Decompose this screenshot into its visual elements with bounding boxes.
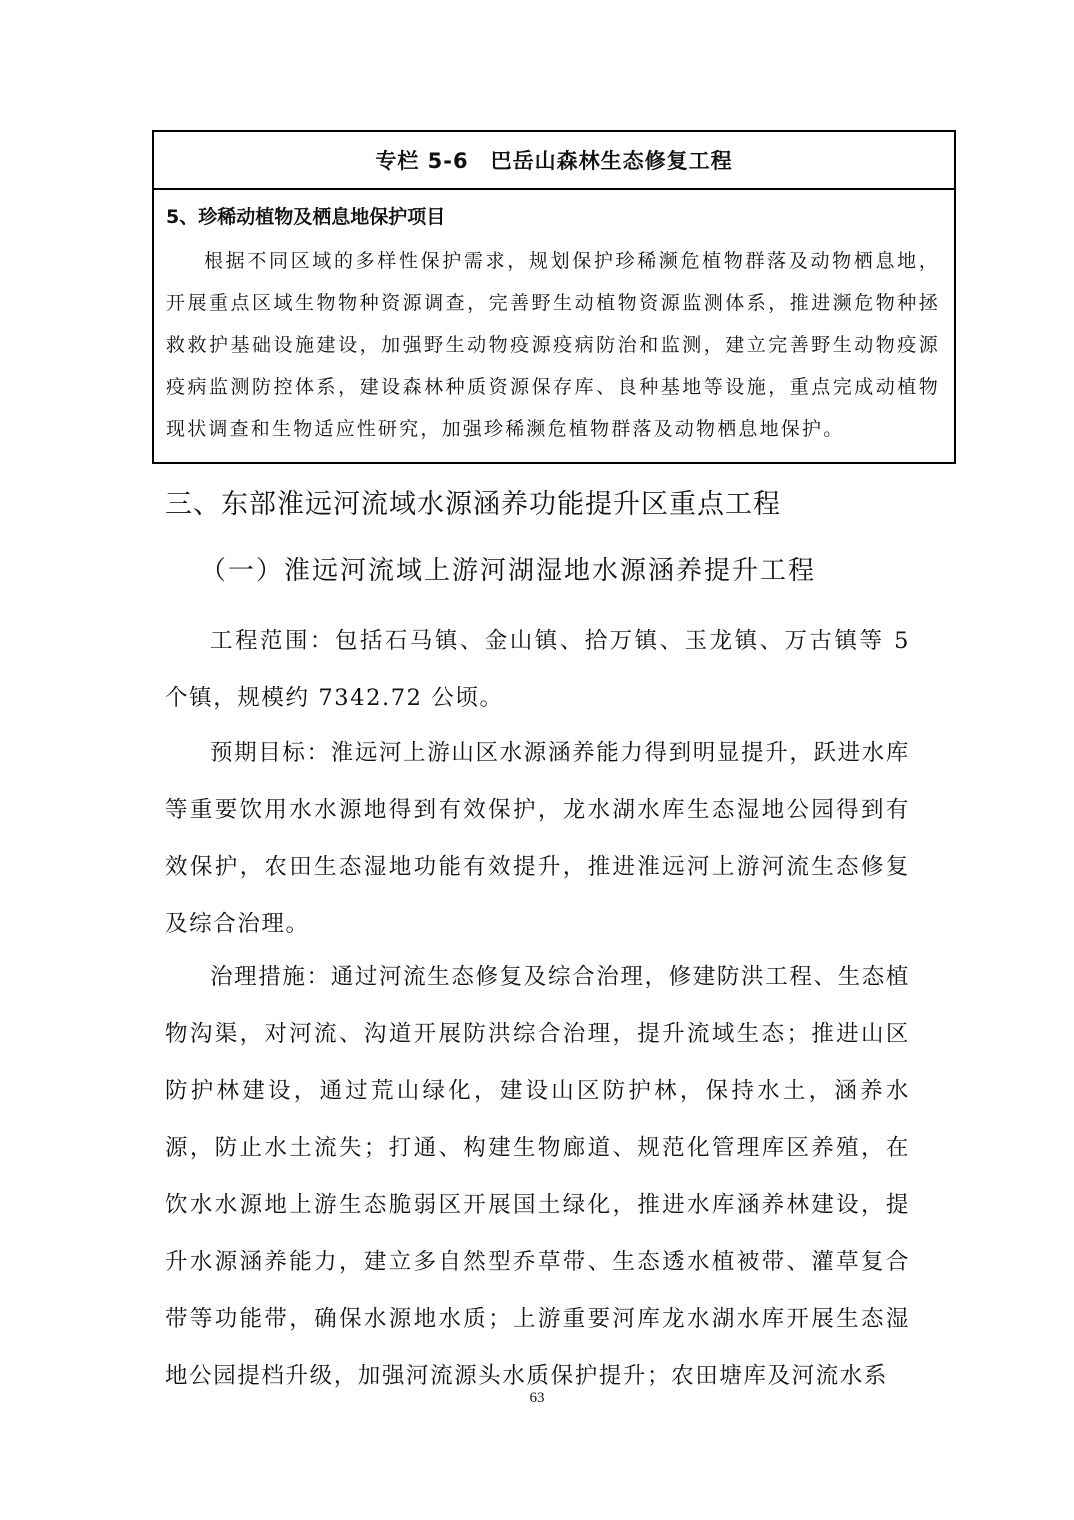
page-number: 63 [529, 1390, 545, 1406]
paragraph-goal: 预期目标：淮远河上游山区水源涵养能力得到明显提升，跃进水库等重要饮用水水源地得到有效保护，龙水湖水库生态湿地公园得到有效保护，农田生态湿地功能有效提升，推进淮远河上游河流生态修复及综合治理。 [165, 740, 910, 937]
section-heading: 三、东部淮远河流域水源涵养功能提升区重点工程 [165, 489, 781, 520]
subsection-heading: （一）淮远河流域上游河湖湿地水源涵养提升工程 [200, 556, 817, 586]
feature-box-subtitle: 5、珍稀动植物及栖息地保护项目 [166, 206, 446, 228]
feature-box [152, 130, 956, 464]
feature-box-title: 专栏 5-6 巴岳山森林生态修复工程 [154, 132, 954, 190]
paragraph-scope: 工程范围：包括石马镇、金山镇、拾万镇、玉龙镇、万古镇等 5 个镇，规模约 7342.72 公顷。 [165, 628, 910, 711]
paragraph-measures: 治理措施：通过河流生态修复及综合治理，修建防洪工程、生态植物沟渠，对河流、沟道开展防洪综合治理，提升流域生态；推进山区防护林建设，通过荒山绿化，建设山区防护林，保持水土，涵养水源，防止水土流失；打通、构建生物廊道、规范化管理库区养殖，在饮水水源地上游生态脆弱区开展国土绿化，推进水库涵养林建设，提升水源涵养能力，建立多自然型乔草带、生态透水植被带、灌草复合带等功能带，确保水源地水质；上游重要河库龙水湖水库开展生态湿地公园提档升级，加强河流源头水质保护提升；农田塘库及河流水系 [165, 964, 910, 1389]
feature-box-body: 根据不同区域的多样性保护需求，规划保护珍稀濒危植物群落及动物栖息地，开展重点区域生物物种资源调查，完善野生动植物资源监测体系，推进濒危物种拯救救护基础设施建设，加强野生动物疫源疫病防治和监测，建立完善野生动物疫源疫病监测防控体系，建设森林种质资源保存库、良种基地等设施，重点完成动植物现状调查和生物适应性研究，加强珍稀濒危植物群落及动物栖息地保护。 [166, 250, 940, 440]
